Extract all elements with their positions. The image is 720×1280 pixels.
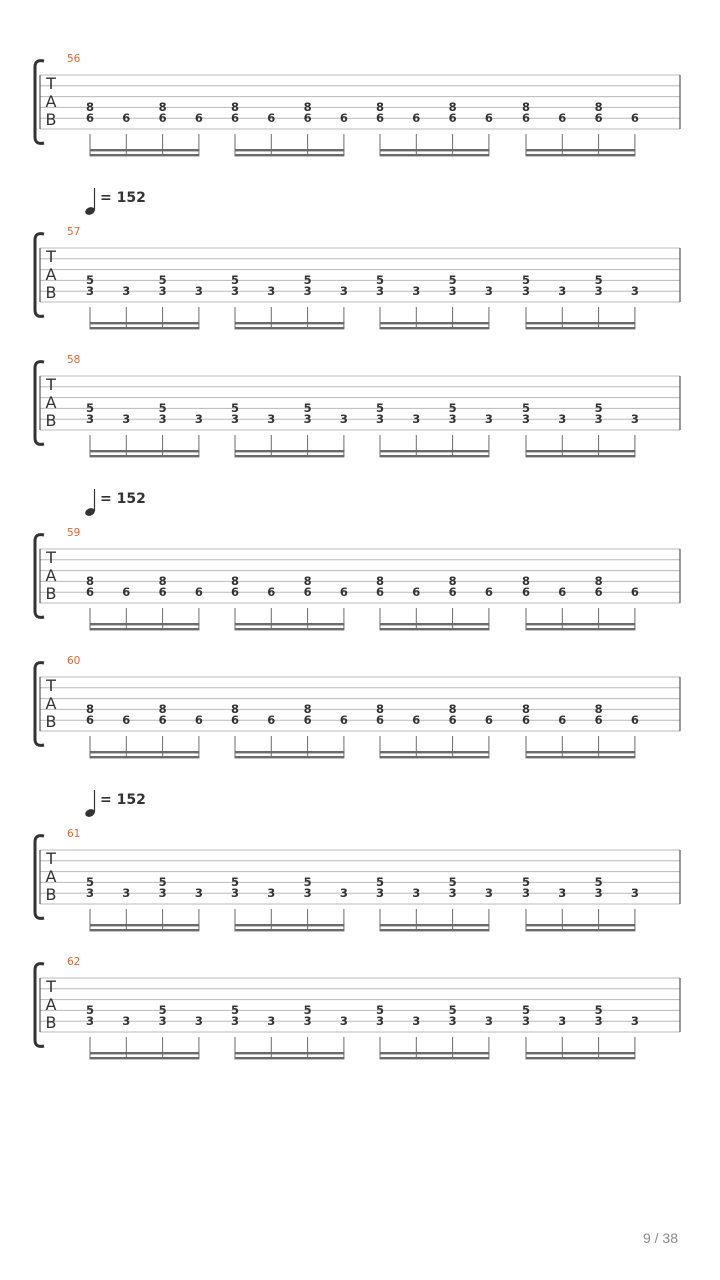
fret-number: 3 xyxy=(194,886,203,900)
fret-number: 8 xyxy=(521,701,531,716)
fret-number: 5 xyxy=(230,874,240,889)
fret-number: 3 xyxy=(339,412,348,426)
fret-number: 6 xyxy=(412,713,421,727)
tab-clef-letter: A xyxy=(45,566,57,585)
fret-number: 6 xyxy=(375,713,385,727)
fret-number: 5 xyxy=(85,400,95,415)
tab-clef-letter: B xyxy=(45,1013,57,1032)
fret-number: 3 xyxy=(194,1014,203,1028)
fret-number: 8 xyxy=(375,573,385,588)
beam xyxy=(90,455,200,457)
beam xyxy=(526,924,636,926)
fret-number: 3 xyxy=(303,412,312,426)
beam xyxy=(235,924,345,926)
fret-number: 8 xyxy=(448,701,457,716)
beam xyxy=(526,149,636,151)
fret-number: 3 xyxy=(521,284,531,298)
beam xyxy=(526,327,636,329)
fret-number: 8 xyxy=(594,573,603,588)
fret-number: 3 xyxy=(630,1014,639,1028)
fret-number: 5 xyxy=(303,1002,312,1017)
fret-number: 5 xyxy=(85,874,95,889)
beam xyxy=(380,751,490,753)
fret-number: 3 xyxy=(267,412,276,426)
fret-number: 5 xyxy=(594,272,603,287)
beam xyxy=(235,327,345,329)
fret-number: 3 xyxy=(594,284,603,298)
fret-number: 6 xyxy=(630,585,639,599)
fret-number: 5 xyxy=(230,272,240,287)
beam xyxy=(90,149,200,151)
tab-clef-letter: B xyxy=(45,584,57,603)
fret-number: 6 xyxy=(267,111,276,125)
fret-number: 6 xyxy=(558,585,567,599)
fret-number: 6 xyxy=(558,713,567,727)
fret-number: 3 xyxy=(630,412,639,426)
beam xyxy=(235,756,345,758)
fret-number: 6 xyxy=(521,713,531,727)
tab-clef-letter: B xyxy=(45,411,57,430)
fret-number: 6 xyxy=(267,713,276,727)
beam xyxy=(380,322,490,324)
fret-number: 6 xyxy=(230,111,240,125)
tab-clef-letter: T xyxy=(46,375,56,394)
tab-clef-letter: A xyxy=(45,265,57,284)
fret-number: 8 xyxy=(303,701,312,716)
fret-number: 8 xyxy=(303,573,312,588)
fret-number: 3 xyxy=(521,412,531,426)
fret-number: 3 xyxy=(339,1014,348,1028)
fret-number: 5 xyxy=(375,272,385,287)
fret-number: 3 xyxy=(158,886,167,900)
tab-clef-letter: T xyxy=(46,247,56,266)
tab-clef-letter: B xyxy=(45,712,57,731)
fret-number: 8 xyxy=(448,573,457,588)
tab-clef-letter: A xyxy=(45,92,57,111)
fret-number: 3 xyxy=(339,284,348,298)
beam xyxy=(235,623,345,625)
fret-number: 8 xyxy=(158,99,167,114)
fret-number: 6 xyxy=(630,111,639,125)
fret-number: 6 xyxy=(303,111,312,125)
tab-clef-letter: A xyxy=(45,995,57,1014)
fret-number: 6 xyxy=(594,585,603,599)
fret-number: 8 xyxy=(521,99,531,114)
fret-number: 3 xyxy=(122,412,131,426)
fret-number: 8 xyxy=(375,701,385,716)
tab-clef-letter: B xyxy=(45,885,57,904)
fret-number: 6 xyxy=(267,585,276,599)
fret-number: 5 xyxy=(375,400,385,415)
fret-number: 3 xyxy=(484,284,493,298)
fret-number: 8 xyxy=(230,99,240,114)
fret-number: 3 xyxy=(230,886,240,900)
measure-number: 59 xyxy=(67,527,81,539)
fret-number: 3 xyxy=(194,284,203,298)
fret-number: 3 xyxy=(303,886,312,900)
beam xyxy=(235,1057,345,1059)
measure-number: 57 xyxy=(67,226,81,238)
fret-number: 5 xyxy=(375,874,385,889)
fret-number: 3 xyxy=(484,886,493,900)
beam xyxy=(526,1057,636,1059)
fret-number: 3 xyxy=(448,1014,457,1028)
fret-number: 5 xyxy=(230,400,240,415)
fret-number: 6 xyxy=(594,111,603,125)
beam xyxy=(90,450,200,452)
beam xyxy=(380,924,490,926)
fret-number: 3 xyxy=(558,284,567,298)
fret-number: 5 xyxy=(521,272,531,287)
beam xyxy=(526,1052,636,1054)
fret-number: 5 xyxy=(448,400,457,415)
measure-number: 60 xyxy=(67,655,81,667)
fret-number: 3 xyxy=(375,412,385,426)
beam xyxy=(90,327,200,329)
fret-number: 5 xyxy=(521,1002,531,1017)
fret-number: 3 xyxy=(267,886,276,900)
fret-number: 8 xyxy=(230,573,240,588)
fret-number: 8 xyxy=(85,701,95,716)
beam xyxy=(380,1057,490,1059)
fret-number: 5 xyxy=(303,874,312,889)
fret-number: 6 xyxy=(594,713,603,727)
beam xyxy=(90,1057,200,1059)
fret-number: 6 xyxy=(194,713,203,727)
fret-number: 3 xyxy=(558,412,567,426)
tab-clef-letter: A xyxy=(45,393,57,412)
fret-number: 5 xyxy=(521,874,531,889)
fret-number: 3 xyxy=(230,284,240,298)
beam xyxy=(90,751,200,753)
fret-number: 5 xyxy=(303,400,312,415)
fret-number: 3 xyxy=(375,284,385,298)
fret-number: 6 xyxy=(158,585,167,599)
fret-number: 3 xyxy=(158,412,167,426)
fret-number: 6 xyxy=(521,111,531,125)
fret-number: 3 xyxy=(158,1014,167,1028)
fret-number: 3 xyxy=(267,1014,276,1028)
fret-number: 6 xyxy=(448,713,457,727)
beam xyxy=(526,450,636,452)
beam xyxy=(380,455,490,457)
fret-number: 6 xyxy=(230,713,240,727)
fret-number: 6 xyxy=(122,111,131,125)
fret-number: 8 xyxy=(158,701,167,716)
fret-number: 6 xyxy=(194,111,203,125)
fret-number: 6 xyxy=(558,111,567,125)
beam xyxy=(380,154,490,156)
fret-number: 3 xyxy=(558,1014,567,1028)
beam xyxy=(90,628,200,630)
fret-number: 3 xyxy=(448,284,457,298)
fret-number: 3 xyxy=(448,412,457,426)
fret-number: 8 xyxy=(85,573,95,588)
beam xyxy=(90,929,200,931)
fret-number: 6 xyxy=(122,713,131,727)
fret-number: 3 xyxy=(594,1014,603,1028)
fret-number: 6 xyxy=(122,585,131,599)
fret-number: 3 xyxy=(303,1014,312,1028)
fret-number: 5 xyxy=(521,400,531,415)
fret-number: 6 xyxy=(448,111,457,125)
tab-clef-letter: A xyxy=(45,867,57,886)
beam xyxy=(380,149,490,151)
fret-number: 6 xyxy=(448,585,457,599)
fret-number: 5 xyxy=(594,874,603,889)
fret-number: 3 xyxy=(267,284,276,298)
fret-number: 6 xyxy=(158,713,167,727)
beam xyxy=(90,154,200,156)
fret-number: 3 xyxy=(630,284,639,298)
fret-number: 3 xyxy=(230,412,240,426)
beam xyxy=(526,751,636,753)
beam xyxy=(380,628,490,630)
fret-number: 3 xyxy=(594,886,603,900)
fret-number: 6 xyxy=(339,585,348,599)
fret-number: 6 xyxy=(375,111,385,125)
beam xyxy=(380,450,490,452)
fret-number: 5 xyxy=(594,400,603,415)
fret-number: 3 xyxy=(448,886,457,900)
fret-number: 6 xyxy=(85,585,95,599)
tab-clef-letter: T xyxy=(46,676,56,695)
fret-number: 6 xyxy=(339,713,348,727)
fret-number: 3 xyxy=(558,886,567,900)
fret-number: 5 xyxy=(594,1002,603,1017)
tempo-marking: = 152 xyxy=(100,190,146,206)
beam xyxy=(526,628,636,630)
fret-number: 5 xyxy=(448,1002,457,1017)
beam xyxy=(526,322,636,324)
fret-number: 3 xyxy=(85,284,95,298)
beam xyxy=(526,929,636,931)
fret-number: 6 xyxy=(412,111,421,125)
fret-number: 3 xyxy=(484,1014,493,1028)
fret-number: 6 xyxy=(303,713,312,727)
fret-number: 6 xyxy=(484,111,493,125)
fret-number: 6 xyxy=(521,585,531,599)
fret-number: 5 xyxy=(158,272,167,287)
fret-number: 3 xyxy=(412,412,421,426)
fret-number: 6 xyxy=(230,585,240,599)
tempo-marking: = 152 xyxy=(100,491,146,507)
fret-number: 3 xyxy=(339,886,348,900)
fret-number: 3 xyxy=(521,886,531,900)
beam xyxy=(235,929,345,931)
fret-number: 3 xyxy=(484,412,493,426)
beam xyxy=(235,322,345,324)
page-number: 9 / 38 xyxy=(642,1230,678,1246)
fret-number: 3 xyxy=(375,886,385,900)
fret-number: 5 xyxy=(85,1002,95,1017)
beam xyxy=(90,756,200,758)
beam xyxy=(526,756,636,758)
fret-number: 3 xyxy=(594,412,603,426)
fret-number: 6 xyxy=(85,111,95,125)
fret-number: 6 xyxy=(412,585,421,599)
beam xyxy=(526,455,636,457)
tab-clef-letter: T xyxy=(46,977,56,996)
tab-clef-letter: B xyxy=(45,110,57,129)
fret-number: 8 xyxy=(158,573,167,588)
fret-number: 3 xyxy=(85,886,95,900)
beam xyxy=(235,628,345,630)
fret-number: 5 xyxy=(448,874,457,889)
fret-number: 6 xyxy=(85,713,95,727)
fret-number: 3 xyxy=(521,1014,531,1028)
beam xyxy=(380,1052,490,1054)
fret-number: 3 xyxy=(412,1014,421,1028)
beam xyxy=(235,455,345,457)
tab-clef-letter: B xyxy=(45,283,57,302)
fret-number: 6 xyxy=(484,713,493,727)
beam xyxy=(90,1052,200,1054)
tempo-marking: = 152 xyxy=(100,792,146,808)
fret-number: 3 xyxy=(85,1014,95,1028)
beam xyxy=(90,322,200,324)
fret-number: 3 xyxy=(412,886,421,900)
beam xyxy=(526,623,636,625)
fret-number: 8 xyxy=(448,99,457,114)
beam xyxy=(380,623,490,625)
beam xyxy=(380,929,490,931)
fret-number: 8 xyxy=(303,99,312,114)
fret-number: 3 xyxy=(122,1014,131,1028)
beam xyxy=(90,924,200,926)
fret-number: 8 xyxy=(85,99,95,114)
measure-number: 61 xyxy=(67,828,81,840)
fret-number: 5 xyxy=(230,1002,240,1017)
fret-number: 8 xyxy=(375,99,385,114)
beam xyxy=(235,149,345,151)
fret-number: 3 xyxy=(230,1014,240,1028)
fret-number: 3 xyxy=(158,284,167,298)
fret-number: 6 xyxy=(303,585,312,599)
fret-number: 3 xyxy=(412,284,421,298)
fret-number: 5 xyxy=(85,272,95,287)
beam xyxy=(380,327,490,329)
fret-number: 5 xyxy=(158,400,167,415)
beam xyxy=(235,450,345,452)
beam xyxy=(526,154,636,156)
beam xyxy=(235,1052,345,1054)
fret-number: 6 xyxy=(630,713,639,727)
fret-number: 3 xyxy=(630,886,639,900)
beam xyxy=(235,751,345,753)
fret-number: 3 xyxy=(303,284,312,298)
fret-number: 5 xyxy=(375,1002,385,1017)
measure-number: 56 xyxy=(67,53,81,65)
fret-number: 5 xyxy=(448,272,457,287)
fret-number: 6 xyxy=(339,111,348,125)
beam xyxy=(235,154,345,156)
fret-number: 8 xyxy=(230,701,240,716)
beam xyxy=(380,756,490,758)
fret-number: 6 xyxy=(375,585,385,599)
fret-number: 6 xyxy=(158,111,167,125)
fret-number: 5 xyxy=(303,272,312,287)
tab-clef-letter: T xyxy=(46,548,56,567)
fret-number: 5 xyxy=(158,1002,167,1017)
tab-clef-letter: T xyxy=(46,74,56,93)
fret-number: 3 xyxy=(194,412,203,426)
measure-number: 58 xyxy=(67,354,81,366)
fret-number: 8 xyxy=(521,573,531,588)
tab-clef-letter: T xyxy=(46,849,56,868)
fret-number: 6 xyxy=(194,585,203,599)
beam xyxy=(90,623,200,625)
tab-clef-letter: A xyxy=(45,694,57,713)
fret-number: 8 xyxy=(594,701,603,716)
fret-number: 3 xyxy=(122,284,131,298)
fret-number: 6 xyxy=(484,585,493,599)
fret-number: 3 xyxy=(85,412,95,426)
fret-number: 3 xyxy=(122,886,131,900)
measure-number: 62 xyxy=(67,956,81,968)
fret-number: 3 xyxy=(375,1014,385,1028)
fret-number: 5 xyxy=(158,874,167,889)
fret-number: 8 xyxy=(594,99,603,114)
